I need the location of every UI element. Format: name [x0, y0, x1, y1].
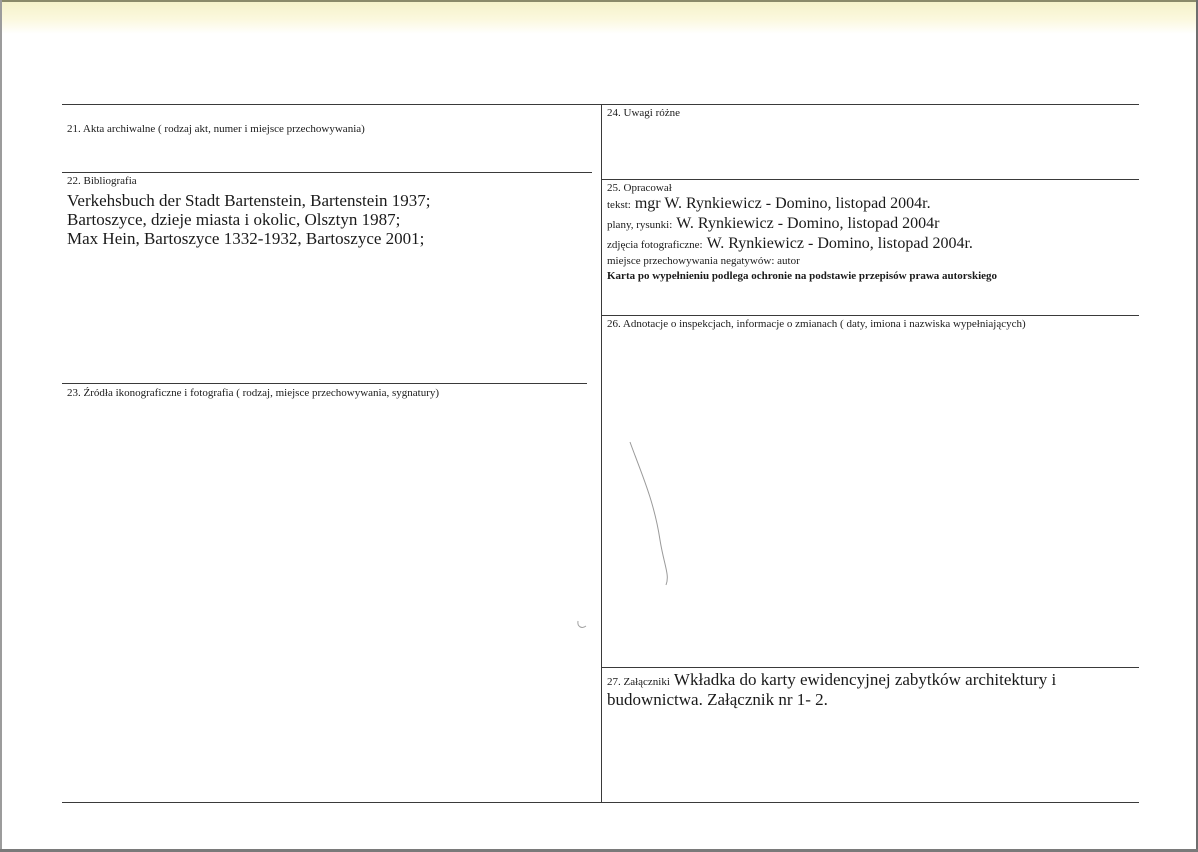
attachments-row [607, 670, 1056, 692]
rule-26-27 [601, 667, 1139, 668]
bibliography-line-2: Bartoszyce, dzieje miasta i okolic, Olsztyn 1987; [67, 210, 401, 229]
paper-top-edge [0, 0, 1198, 2]
author-text-row [607, 195, 931, 214]
rule-21-22 [62, 172, 592, 173]
author-plans-row [607, 215, 939, 234]
section-27-label: 27. Załączniki [607, 676, 670, 688]
author-plans-value: W. Rynkiewicz - Domino, listopad 2004r [676, 215, 940, 232]
section-21-label: 21. Akta archiwalne ( rodzaj akt, numer i miejsce przechowywania) [67, 123, 365, 135]
bottom-rule [62, 802, 1139, 803]
center-divider [601, 104, 602, 803]
section-26-label: 26. Adnotacje o inspekcjach, informacje o zmianach ( daty, imiona i nazwiska wypełniających) [607, 318, 1026, 330]
rule-24-25 [601, 179, 1139, 180]
copyright-note: Karta po wypełnieniu podlega ochronie na podstawie przepisów prawa autorskiego [607, 270, 998, 282]
author-photos-value: W. Rynkiewicz - Domino, listopad 2004r. [706, 235, 973, 252]
rule-25-26 [601, 315, 1139, 316]
bibliography-line-3: Max Hein, Bartoszyce 1332-1932, Bartoszyce 2001; [67, 229, 425, 248]
paper-top-strip [0, 0, 1198, 34]
section-25-label: 25. Opracował [607, 182, 672, 194]
paper-left-edge [0, 0, 2, 852]
section-22-label: 22. Bibliografia [67, 175, 137, 187]
rule-22-23 [62, 383, 587, 384]
pencil-mark [620, 440, 680, 590]
negatives-location: miejsce przechowywania negatywów: autor [607, 255, 800, 267]
section-24-label: 24. Uwagi różne [607, 107, 681, 119]
author-plans-label: plany, rysunki: [607, 219, 673, 231]
author-photos-label: zdjęcia fotograficzne: [607, 239, 703, 251]
section-23-label: 23. Źródła ikonograficzne i fotografia ( rodzaj, miejsce przechowywania, sygnatury) [67, 387, 440, 399]
author-photos-row [607, 235, 973, 254]
author-text-label: tekst: [607, 199, 631, 211]
author-text-value: mgr W. Rynkiewicz - Domino, listopad 2004r. [634, 195, 931, 212]
attachments-line-2: budownictwa. Załącznik nr 1- 2. [607, 690, 828, 709]
pencil-mark-small [575, 618, 589, 632]
bibliography-line-1: Verkehsbuch der Stadt Bartenstein, Bartenstein 1937; [67, 191, 431, 210]
attachments-line-1: Wkładka do karty ewidencyjnej zabytków architektury i [673, 670, 1057, 689]
